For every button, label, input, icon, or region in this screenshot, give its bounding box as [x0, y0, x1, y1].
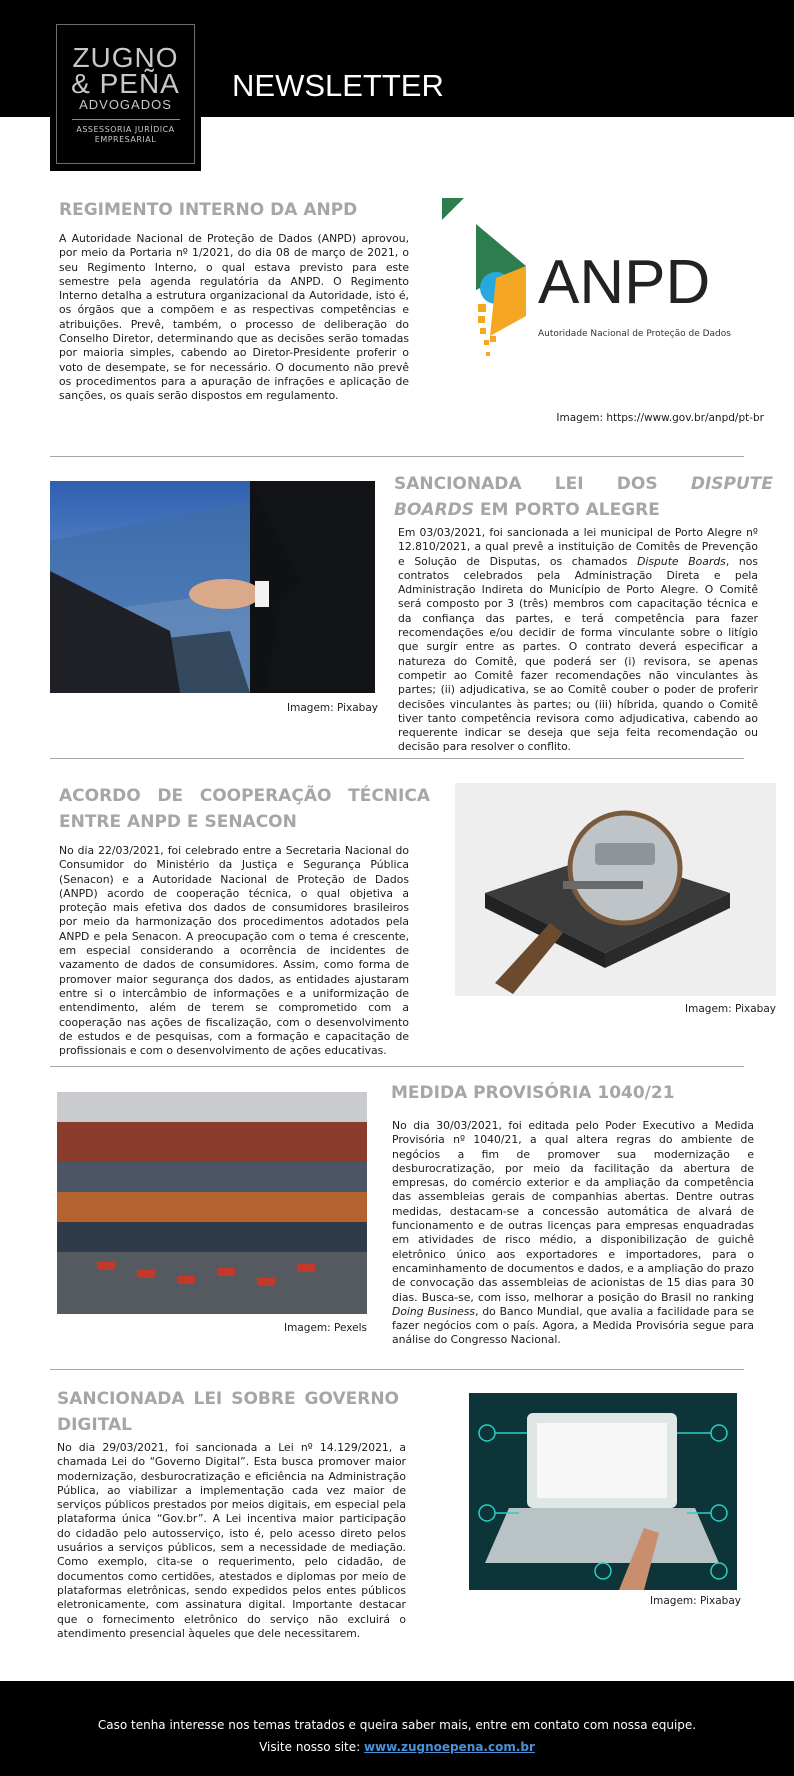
footer-site-line: [0, 1739, 794, 1755]
article-2-title-italic: DISPUTE BOARDS: [394, 474, 773, 520]
article-5-title: SANCIONADA LEI SOBRE GOVERNO DIGITAL: [57, 1389, 399, 1435]
article-2-body-italic: Dispute Boards: [637, 554, 726, 568]
article-4-body: No dia 30/03/2021, foi editada pelo Poder Executivo a Medida Provisória nº 1040/21, a qual altera regras do ambiente de negócios a fim de promover sua modernização e desburocratização, por meio da facilitação da abertura de empresas, do comércio exterior e da ampliação da competência das assembleias gerais de companhias abertas. Dentre outras medidas, destacam-se a concessão automática de alvará de funcionamento e de outras licenças para empresas enquadradas em atividades de risco médio, a disponibilização de guichê eletrônico único aos exportadores e importadores, para o encaminhamento de documentos e dados, e a ampliação do prazo de convocação das assembleias de acionistas de 15 dias para 30 dias. Busca-se, com isso, melhorar a posição do Brasil no ranking Doing Business, do Banco Mundial, que avalia a facilidade para se fazer negócios com o país. Agora, a Medida Provisória segue para análise do Congresso Nacional.: [392, 1119, 754, 1347]
anpd-logo-text: ANPD: [538, 248, 711, 317]
shipping-containers-image: [57, 1092, 367, 1314]
logo-line-empresarial: EMPRESARIAL: [94, 135, 157, 144]
article-2-title: SANCIONADA LEI DOS DISPUTE BOARDS EM PORTO ALEGRE: [394, 474, 773, 520]
digital-government-image: [469, 1393, 737, 1590]
article-1-body: A Autoridade Nacional de Proteção de Dados (ANPD) aprovou, por meio da Portaria nº 1/2021, do dia 08 de março de 2021, o seu Regimento Interno, o qual estava previsto para este semestre pela agenda regulatória da ANPD. O Regimento Interno detalha a estrutura organizacional da Autoridade, isto é, os órgãos que a compõem e as respectivas competências e atribuições. Prevê, também, o processo de deliberação do Conselho Diretor, determinando que as decisões serão tomadas por maioria simples, cabendo ao Diretor-Presidente proferir o voto de desempate, se for necessário. O documento não prevê os procedimentos para a apuração de infrações e aplicação de sanções, os quais serão dispostos em regulamento.: [59, 232, 409, 403]
article-3-caption: Imagem: Pixabay: [685, 1003, 776, 1015]
anpd-logo-image: [440, 196, 740, 376]
divider-1: [50, 456, 744, 457]
containers-photo-icon: [57, 1092, 367, 1314]
article-4-caption: Imagem: Pexels: [284, 1322, 367, 1334]
logo-line-pena: & PEÑA: [71, 68, 180, 99]
handshake-photo-icon: [50, 481, 375, 693]
firm-logo[interactable]: [50, 18, 201, 171]
laptop-network-photo-icon: [469, 1393, 737, 1590]
divider-2: [50, 758, 744, 759]
article-4-body-italic: Doing Business: [392, 1304, 476, 1318]
hard-drive-image: [455, 783, 776, 996]
article-2-body: Em 03/03/2021, foi sancionada a lei municipal de Porto Alegre nº 12.810/2021, a qual prevê a instituição de Comitês de Prevenção e Solução de Disputas, os chamados Dispute Boards, nos contratos celebrados pela Administração Direta e pela Administração Indireta do Município de Porto Alegre. O Comitê será composto por 3 (três) membros com capacitação técnica e da confiança das partes, e terá competência para fazer recomendações e/ou decidir de forma vinculante sobre o litígio que surgir entre as partes. O contrato deverá especificar a natureza do Comitê, que poderá ser (i) revisora, se apenas competir ao Comitê fazer recomendações não vinculantes às partes; (ii) adjudicativa, se ao Comitê couber o poder de proferir decisões vinculantes às partes; ou (iii) híbrida, quando o Comitê tiver tanto competência revisora como adjudicativa, cabendo ao requerente indicar se deseja que seja feita recomendação ou decisão para resolver o conflito.: [398, 526, 758, 754]
article-4-title: MEDIDA PROVISÓRIA 1040/21: [391, 1083, 675, 1103]
divider-3: [50, 1066, 744, 1067]
article-1-caption: Imagem: https://www.gov.br/anpd/pt-br: [556, 412, 764, 424]
anpd-logo-icon: [440, 196, 740, 376]
logo-frame: [56, 24, 195, 164]
magnifier-photo-icon: [455, 783, 776, 996]
article-3-body: No dia 22/03/2021, foi celebrado entre a Secretaria Nacional do Consumidor do Ministério da Justiça e Segurança Pública (Senacon) e a Autoridade Nacional de Proteção de Dados (ANPD) acordo de cooperação técnica, o qual objetiva a proteção mais efetiva dos dados de consumidores brasileiros por meio da harmonização dos procedimentos adotados pela ANPD e pela Senacon. A preocupação com o tema é crescente, em especial considerando a ocorrência de incidentes de vazamento de dados de consumidores. Assim, como forma de promover maior segurança dos dados, as entidades ajustaram entre si o intercâmbio de informações e a uniformização de entendimento, além de terem se comprometido com a cooperação nas ações de fiscalização, com o desenvolvimento de estudos e de pesquisas, com a formação e capacitação de profissionais e com o desenvolvimento de ações educativas.: [59, 844, 409, 1058]
article-1-title: REGIMENTO INTERNO DA ANPD: [59, 200, 358, 220]
logo-divider: [72, 119, 180, 120]
logo-line-assessoria: ASSESSORIA JURÍDICA: [76, 125, 175, 134]
handshake-image: [50, 481, 375, 693]
article-3-title: ACORDO DE COOPERAÇÃO TÉCNICA ENTRE ANPD E SENACON: [59, 786, 430, 832]
footer-contact-text: Caso tenha interesse nos temas tratados e queira saber mais, entre em contato com nossa equipe.: [97, 1718, 697, 1732]
anpd-logo-subtitle: Autoridade Nacional de Proteção de Dados: [538, 329, 731, 339]
footer-bar: [0, 1681, 794, 1776]
newsletter-title: NEWSLETTER: [232, 68, 444, 103]
logo-line-advogados: ADVOGADOS: [79, 97, 172, 112]
website-link[interactable]: www.zugnoepena.com.br: [363, 1740, 535, 1754]
article-5-caption: Imagem: Pixabay: [650, 1595, 741, 1607]
footer-site-label: Visite nosso site:: [259, 1740, 364, 1754]
divider-4: [50, 1369, 744, 1370]
article-5-body: No dia 29/03/2021, foi sancionada a Lei nº 14.129/2021, a chamada Lei do “Governo Digital”. Esta busca promover maior modernização, desburocratização e eficiência na Administração Pública, ao viabilizar a implementação cada vez maior de serviços públicos prestados por meios digitais, em especial pela plataforma única “Gov.br”. A Lei incentiva maior participação do cidadão pelo autosserviço, isto é, pelo acesso direto pelos usuários a serviços públicos, sem a necessidade de mediação. Como exemplo, cita-se o requerimento, pelo cidadão, de documentos como certidões, atestados e diplomas por meio de plataformas eletrônicas, sendo expedidos pelos entes públicos eletronicamente, com assinatura digital. Importante destacar que o fornecimento eletrônico do serviço não excluirá o atendimento presencial àqueles que dele necessitarem.: [57, 1441, 406, 1640]
article-2-caption: Imagem: Pixabay: [287, 702, 378, 714]
logo-line-zugno: ZUGNO: [72, 42, 179, 73]
